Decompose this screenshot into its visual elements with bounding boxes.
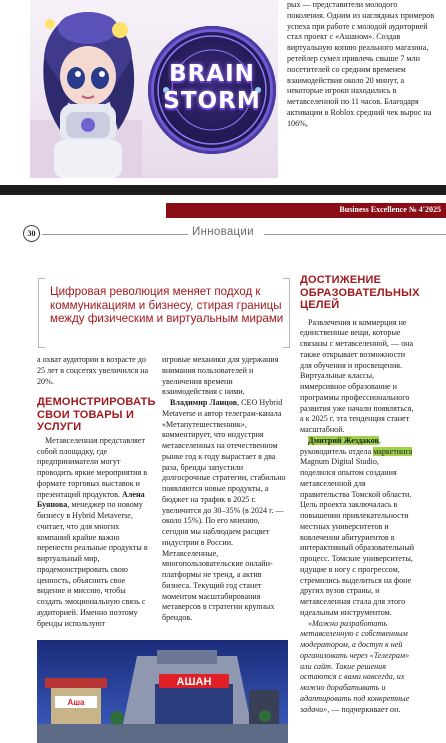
heading-education: ДОСТИЖЕНИЕ ОБРАЗОВАТЕЛЬНЫХ ЦЕЛЕЙ (300, 274, 420, 311)
section-title: Инновации (192, 226, 254, 238)
pull-quote-text: Цифровая революция меняет подход к коммуникациям и бизнесу, стирая границы между физическим и виртуальным мирами (50, 285, 284, 325)
section-rule-left (42, 234, 188, 235)
column-c-tail: — подчеркивает он. (329, 704, 401, 714)
column-b-p2-text: , CEO Hybrid Metaverse и автор телеграм-канала «Метапутешественник», комментирует, что индустрия метавселенных на отечественном рынке год к году вырастает в два раза, бренды запустили долгосрочные стратегии, стабильно появляются новые продукты, а бюджет на трафик в 2025 г. увеличится до 30–35% (в 2024 г. — около 15%). По его мнению, сегодня мы наблюдаем расцвет индустрии в России. Метавселенные, многопользовательские онлайн-платформы не тренд, а актив бизнеса. Текущий год станет моментом масштабирования метаверсов в стратегии крупных брендов. (162, 398, 286, 622)
column-b-p1: игровые механики для удержания внимания пользователей и увеличения времени взаимодействия с ними. (162, 355, 279, 397)
store-scene (37, 640, 288, 743)
column-a (37, 355, 156, 629)
column-c-p2 (300, 436, 416, 619)
pull-quote (38, 278, 290, 350)
column-a-p1-text: Метавселенная представляет собой площадку, где предприниматели могут проводить яркие мероприятия в формате торговых выставок и презентаций продуктов. (37, 435, 148, 499)
spread-divider (0, 185, 446, 195)
store-banner-text: Аша (67, 698, 85, 707)
store-sign-text: АШАН (176, 676, 212, 688)
section-rule-right (264, 234, 446, 235)
column-a-p1 (37, 436, 150, 630)
column-a-p2: , менеджер по новому бизнесу в Hybrid Metaverse, считает, что для многих компаний крайне важно перенести реальные продукты в виртуальный мир, продемонстрировать свою ценность, объяснить свое видение и миссию, чтобы создать эмоциональную связь с аудиторией. Именно поэтому бренды используют (37, 500, 148, 628)
highlight-marketing: маркетинга (373, 446, 413, 456)
logo-word-brain: BRAIN (169, 61, 255, 87)
auchan-store-illustration (37, 640, 288, 743)
person-name-lantsov: Владимир Ланцов (170, 398, 238, 407)
column-c-p2a: , руководитель отдела (300, 435, 381, 456)
column-c (300, 274, 420, 715)
top-column-text: рых — представители молодого поколения. Одним из наглядных примеров успеха при работе с молодой аудиторией стал проект с «Ашаном». Создав виртуальную копию реального магазина, ретейлер сумел привлечь свыше 7 млн посетителей со средним временем взаимодействия около 20 минут, а некоторые игроки находились в метавселенной по 11 часов. Благодаря активации в Roblox средний чек вырос на 106%, (287, 0, 435, 128)
heading-demonstrate: ДЕМОНСТРИРОВАТЬ СВОИ ТОВАРЫ И УСЛУГИ (37, 396, 156, 434)
page-number: 30 (23, 225, 40, 242)
column-c-p2b: Magnum Digital Studio, поделился опытом создания метавселенной для правительства Томской области. Цель проекта заключалась в повышении привлекательности местных университетов и вовлечении абитуриентов в интерактивный образовательный процесс. Томские университеты, идущие в ногу с прогрессом, стремились выделиться на фоне других вузов страны, и метавселенная стала для этого идеальным инструментом. (300, 457, 415, 617)
column-c-quote (300, 619, 416, 716)
person-name-zhezdakov: Дмитрий Жездаков (308, 435, 379, 445)
zhezdakov-quote: «Можно разработать метавселенную с собственным модератором, а доступ к ней организовать через «Телеграм» или сайт. Такие решения остаются с вами навсегда, их можно дорабатывать и адаптировать под конкретные задачи», (300, 618, 410, 714)
quote-bracket-left (38, 278, 45, 348)
robot-girl-figure (30, 0, 142, 178)
brainstorm-logo (148, 26, 276, 154)
top-spread (0, 0, 446, 192)
logo-word-storm: STORM (163, 88, 261, 114)
person-name-buyanova: Алена Буянова (37, 489, 145, 510)
column-c-p1: Развлечения и коммерция не единственные вещи, которые связаны с метавселенной, — она также открывает возможности для обучения и просвещения. Виртуальные классы, иммерсивное образование и программы профессионального развития уже начали появляться, а к 2025 г. эта тенденция станет масштабной. (300, 317, 414, 434)
column-a-lead: а охват аудитории в возрасте до 25 лет в соцсетях увеличился на 20%. (37, 355, 149, 386)
column-b (162, 355, 287, 624)
column-b-p2 (162, 398, 287, 624)
journal-title: Business Excellence № 4'2025 (339, 205, 441, 214)
journal-header-bar (166, 203, 446, 218)
brainstorm-illustration (30, 0, 278, 178)
